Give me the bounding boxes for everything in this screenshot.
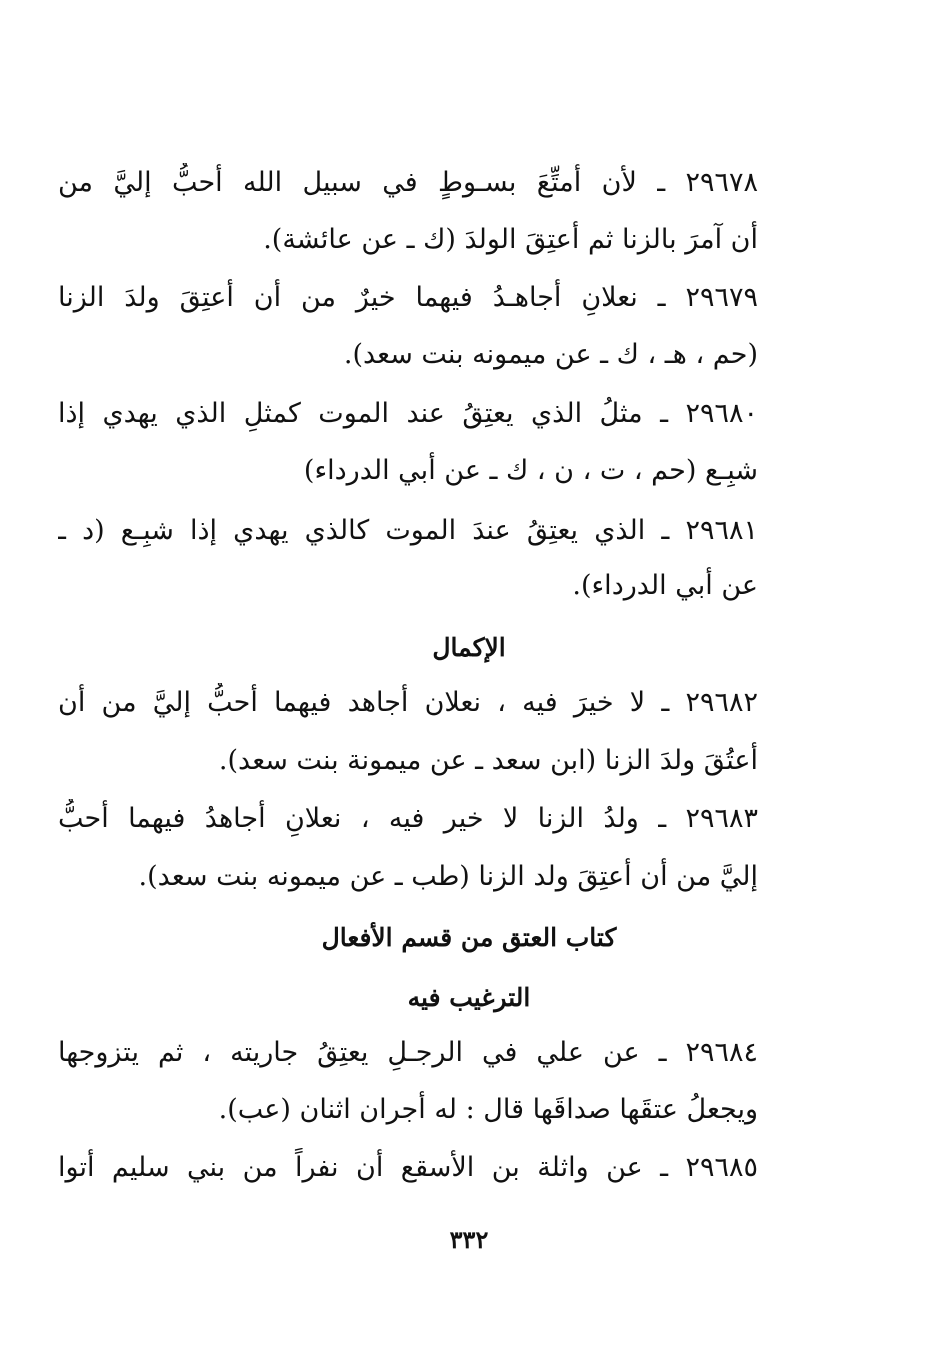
hadith-29679-line-2: (حم ، هـ ، ك ـ عن ميمونه بنت سعد).: [343, 339, 758, 370]
section-heading-ikmal: الإكمال: [432, 633, 506, 662]
hadith-29681-line-2: عن أبي الدرداء).: [572, 570, 758, 601]
hadith-29679-line-1: ٢٩٦٧٩ ـ نعلانِ أجاهـدُ فيهما خيرٌ من أن أعتِقَ ولدَ الزنا: [58, 282, 758, 313]
hadith-29678-line-2: أن آمرَ بالزنا ثم أعتِقَ الولدَ (ك ـ عن عائشة).: [263, 224, 758, 255]
hadith-29680-line-1: ٢٩٦٨٠ ـ مثلُ الذي يعتِقُ عند الموت كمثلِ الذي يهدي إذا: [58, 398, 758, 429]
hadith-29683-line-2: إليَّ من أن أعتِقَ ولد الزنا (طب ـ عن ميمونه بنت سعد).: [138, 861, 758, 892]
hadith-29678-line-1: ٢٩٦٧٨ ـ لأن أُمتِّعَ بسـوطٍ في سبيل الله أحبُّ إليَّ من: [58, 167, 758, 198]
section-heading-book: كتاب العتق من قسم الأفعال: [321, 923, 617, 952]
hadith-29682-line-1: ٢٩٦٨٢ ـ لا خيرَ فيه ، نعلان أجاهد فيهما أحبُّ إليَّ من أن: [58, 687, 758, 718]
hadith-29684-line-1: ٢٩٦٨٤ ـ عن علي في الرجـلِ يعتِقُ جاريته ، ثم يتزوجها: [58, 1037, 758, 1068]
hadith-29682-line-2: أعتُقَ ولدَ الزنا (ابن سعد ـ عن ميمونة بنت سعد).: [218, 745, 758, 776]
hadith-29684-line-2: ويجعلُ عتقَها صداقَها قال : له أجران اثنان (عب).: [218, 1094, 758, 1125]
hadith-29680-line-2: شبِـع (حم ، ت ، ن ، ك ـ عن أبي الدرداء): [303, 455, 758, 486]
hadith-29681-line-1: ٢٩٦٨١ ـ الذي يعتِقُ عندَ الموت كالذي يهدي إذا شبِـع (د ـ: [58, 515, 758, 546]
page-number: ٣٣٢: [449, 1225, 489, 1254]
hadith-29685-line-1: ٢٩٦٨٥ ـ عن واثلة بن الأسقع أن نفراً من بني سليم أتوا: [58, 1152, 758, 1183]
hadith-29683-line-1: ٢٩٦٨٣ ـ ولدُ الزنا لا خير فيه ، نعلانِ أجاهدُ فيهما أحبُّ: [58, 803, 758, 834]
section-heading-targheeb: الترغيب فيه: [407, 983, 531, 1012]
